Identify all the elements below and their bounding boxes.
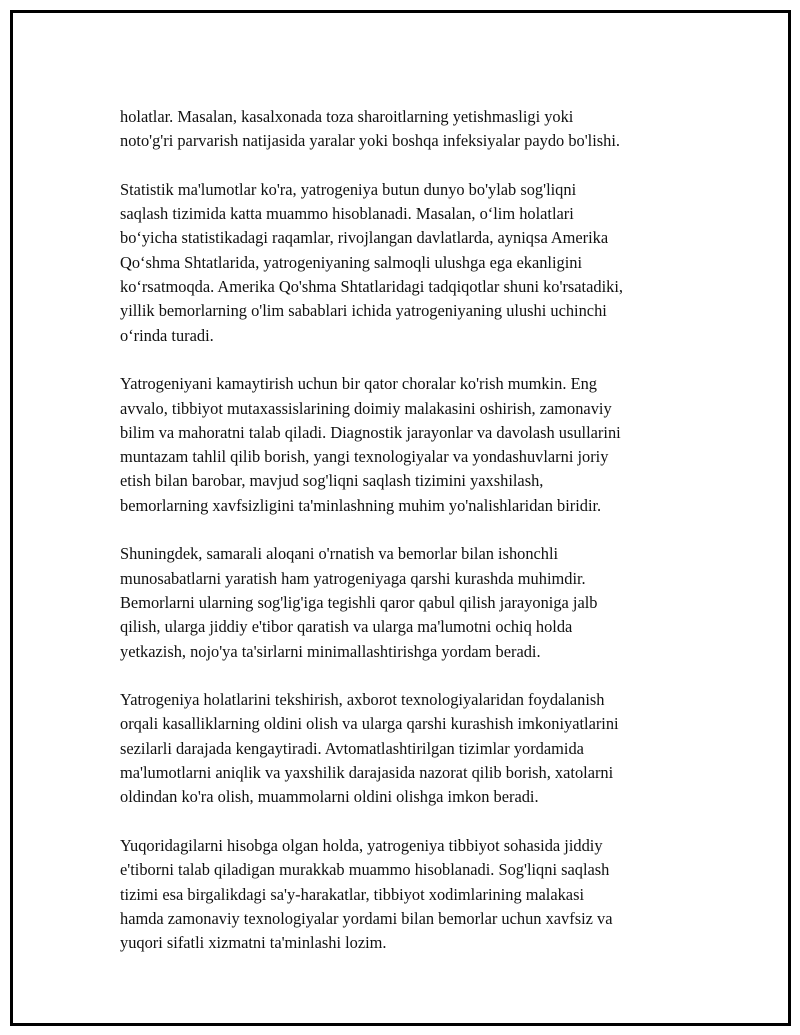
- text-line: Yatrogeniya holatlarini tekshirish, axborot texnologiyalaridan foydalanish: [120, 690, 605, 710]
- text-line: o‘rinda turadi.: [120, 325, 214, 345]
- text-line: yillik bemorlarning o'lim sabablari ichida yatrogeniyaning ulushi uchinchi: [120, 301, 607, 321]
- text-line: bo‘yicha statistikadagi raqamlar, rivojlangan davlatlarda, ayniqsa Amerika: [120, 228, 609, 248]
- text-line: yuqori sifatli xizmatni ta'minlashi lozim.: [120, 933, 387, 953]
- text-line: bemorlarning xavfsizligini ta'minlashning muhim yo'nalishlaridan biridir.: [120, 495, 602, 515]
- text-line: noto'g'ri parvarish natijasida yaralar yoki boshqa infeksiyalar paydo bo'lishi.: [120, 131, 620, 151]
- paragraph-1: [120, 105, 720, 154]
- text-line: Yuqoridagilarni hisobga olgan holda, yatrogeniya tibbiyot sohasida jiddiy: [120, 835, 603, 855]
- text-line: orqali kasalliklarning oldini olish va ularga qarshi kurashish imkoniyatlarini: [120, 714, 619, 734]
- text-line: ma'lumotlarni aniqlik va yaxshilik darajasida nazorat qilib borish, xatolarni: [120, 763, 614, 783]
- text-line: munosabatlarni yaratish ham yatrogeniyaga qarshi kurashda muhimdir.: [120, 568, 586, 588]
- text-line: hamda zamonaviy texnologiyalar yordami bilan bemorlar uchun xavfsiz va: [120, 908, 613, 928]
- paragraph-2: [120, 178, 720, 348]
- text-line: bilim va mahoratni talab qiladi. Diagnostik jarayonlar va davolash usullarini: [120, 422, 621, 442]
- paragraph-6: [120, 834, 720, 955]
- text-line: saqlash tizimida katta muammo hisoblanadi. Masalan, o‘lim holatlari: [120, 204, 574, 224]
- text-line: Shuningdek, samarali aloqani o'rnatish va bemorlar bilan ishonchli: [120, 544, 559, 564]
- text-line: avvalo, tibbiyot mutaxassislarining doimiy malakasini oshirish, zamonaviy: [120, 398, 612, 418]
- paragraph-3: [120, 372, 720, 518]
- text-line: tizimi esa birgalikdagi sa'y-harakatlar, tibbiyot xodimlarining malakasi: [120, 884, 584, 904]
- text-line: Qo‘shma Shtatlarida, yatrogeniyaning salmoqli ulushga ega ekanligini: [120, 252, 583, 272]
- text-line: Yatrogeniyani kamaytirish uchun bir qator choralar ko'rish mumkin. Eng: [120, 374, 597, 394]
- text-line: qilish, ularga jiddiy e'tibor qaratish va ularga ma'lumotni ochiq holda: [120, 617, 573, 637]
- text-line: Bemorlarni ularning sog'lig'iga tegishli qaror qabul qilish jarayoniga jalb: [120, 592, 598, 612]
- text-line: oldindan ko'ra olish, muammolarni oldini olishga imkon beradi.: [120, 787, 539, 807]
- text-line: sezilarli darajada kengaytiradi. Avtomatlashtirilgan tizimlar yordamida: [120, 738, 584, 758]
- text-line: muntazam tahlil qilib borish, yangi texnologiyalar va yondashuvlarni joriy: [120, 447, 609, 467]
- text-line: holatlar. Masalan, kasalxonada toza sharoitlarning yetishmasligi yoki: [120, 107, 574, 126]
- text-line: etish bilan barobar, mavjud sog'liqni saqlash tizimini yaxshilash,: [120, 471, 544, 491]
- text-line: e'tiborni talab qiladigan murakkab muammo hisoblanadi. Sog'liqni saqlash: [120, 860, 610, 880]
- text-line: Statistik ma'lumotlar ko'ra, yatrogeniya butun dunyo bo'ylab sog'liqni: [120, 179, 577, 199]
- text-line: ko‘rsatmoqda. Amerika Qo'shma Shtatlaridagi tadqiqotlar shuni ko'rsatadiki,: [120, 277, 623, 297]
- paragraph-4: [120, 542, 720, 663]
- paragraph-5: [120, 688, 720, 809]
- text-line: yetkazish, nojo'ya ta'sirlarni minimallashtirishga yordam beradi.: [120, 641, 541, 661]
- page-frame: [10, 10, 791, 1026]
- document-body: [120, 105, 720, 980]
